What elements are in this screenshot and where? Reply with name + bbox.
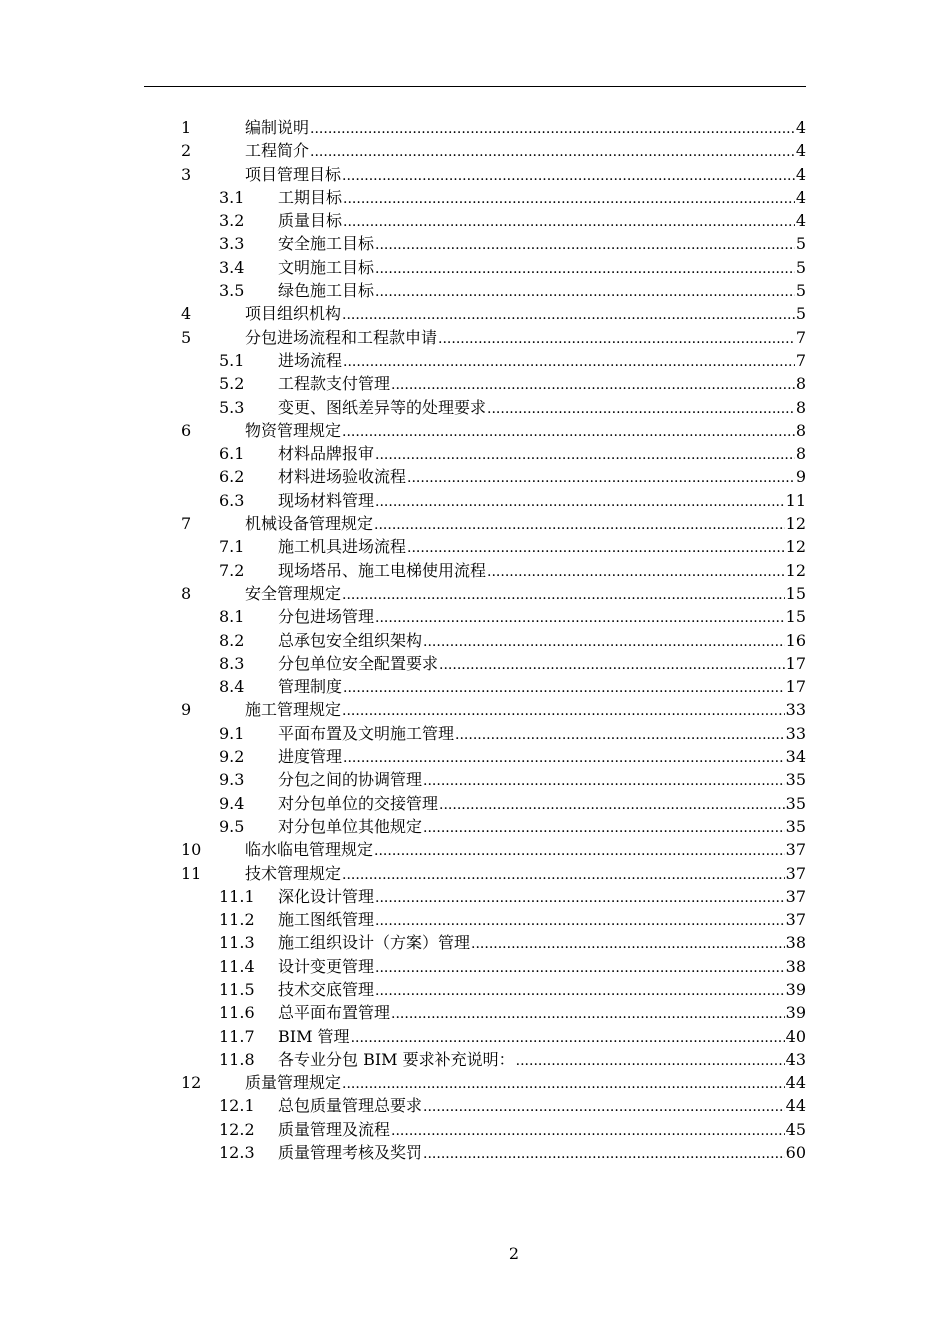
toc-entry[interactable]	[181, 139, 806, 162]
toc-entry-page: 4	[795, 164, 806, 184]
toc-entry[interactable]	[181, 512, 806, 535]
toc-entry-number: 9.1	[219, 723, 245, 743]
toc-entry-page: 39	[785, 979, 806, 999]
toc-entry-title: 项目管理目标	[245, 164, 342, 184]
toc-entry[interactable]	[181, 163, 806, 186]
toc-entry-page: 15	[785, 583, 806, 603]
toc-entry[interactable]	[181, 256, 806, 279]
toc-entry-title: 分包进场管理	[278, 607, 375, 627]
toc-entry-number: 12	[181, 1073, 202, 1093]
toc-entry-page: 4	[795, 187, 806, 207]
toc-entry-number: 11.2	[219, 910, 255, 930]
header-rule	[144, 86, 806, 87]
toc-entry-number: 5	[181, 327, 192, 347]
toc-entry-number: 9.5	[219, 816, 245, 836]
toc-entry-title: 分包之间的协调管理	[278, 770, 423, 790]
toc-entry-title: 对分包单位的交接管理	[278, 793, 439, 813]
toc-dot-leader	[455, 724, 785, 747]
toc-entry-number: 3.1	[219, 187, 245, 207]
toc-dot-leader	[375, 910, 785, 933]
toc-dot-leader	[375, 491, 785, 514]
toc-entry-page: 45	[785, 1119, 806, 1139]
toc-dot-leader	[423, 770, 785, 793]
toc-entry[interactable]	[181, 605, 806, 628]
toc-entry[interactable]	[181, 535, 806, 558]
toc-dot-leader	[438, 328, 795, 351]
toc-dot-leader	[375, 258, 795, 281]
toc-entry-number: 7.2	[219, 560, 245, 580]
toc-dot-leader	[343, 747, 785, 770]
toc-entry[interactable]	[181, 582, 806, 605]
toc-entry[interactable]	[181, 279, 806, 302]
toc-dot-leader	[487, 561, 785, 584]
toc-entry-number: 9	[181, 700, 192, 720]
toc-entry-title: 材料进场验收流程	[278, 467, 407, 487]
toc-entry[interactable]	[181, 489, 806, 512]
toc-entry-title: 技术管理规定	[245, 863, 342, 883]
toc-entry-page: 15	[785, 607, 806, 627]
toc-entry-number: 5.3	[219, 397, 245, 417]
toc-entry-page: 35	[785, 770, 806, 790]
toc-entry-title: 施工图纸管理	[278, 910, 375, 930]
toc-entry-number: 7	[181, 514, 192, 534]
toc-dot-leader	[391, 1003, 785, 1026]
toc-entry-number: 3.2	[219, 211, 245, 231]
toc-entry-number: 3.4	[219, 257, 245, 277]
toc-entry-page: 38	[785, 933, 806, 953]
toc-entry-number: 12.3	[219, 1143, 255, 1163]
toc-entry-page: 8	[795, 397, 806, 417]
toc-entry-title: 施工组织设计（方案）管理	[278, 933, 471, 953]
toc-entry-page: 5	[795, 257, 806, 277]
toc-entry-number: 6.2	[219, 467, 245, 487]
toc-entry-title: 安全管理规定	[245, 583, 342, 603]
toc-entry-title: 变更、图纸差异等的处理要求	[278, 397, 487, 417]
toc-entry-page: 4	[795, 211, 806, 231]
toc-entry-title: 质量管理规定	[245, 1073, 342, 1093]
toc-dot-leader	[423, 631, 785, 654]
toc-entry[interactable]	[181, 559, 806, 582]
toc-entry-page: 35	[785, 793, 806, 813]
toc-dot-leader	[407, 467, 795, 490]
toc-entry[interactable]	[181, 1094, 806, 1117]
toc-entry-title: 工程简介	[245, 141, 310, 161]
toc-entry-number: 10	[181, 840, 202, 860]
toc-dot-leader	[375, 444, 795, 467]
toc-entry-number: 6.1	[219, 444, 245, 464]
toc-dot-leader	[343, 677, 785, 700]
toc-dot-leader	[342, 165, 795, 188]
table-of-contents	[181, 116, 806, 1164]
toc-entry-number: 8.4	[219, 677, 245, 697]
toc-entry-title: 分包进场流程和工程款申请	[245, 327, 438, 347]
toc-entry-title: 材料品牌报审	[278, 444, 375, 464]
toc-entry[interactable]	[181, 1118, 806, 1141]
toc-entry[interactable]	[181, 1048, 806, 1071]
toc-dot-leader	[342, 700, 785, 723]
toc-entry-title: 对分包单位其他规定	[278, 816, 423, 836]
toc-dot-leader	[351, 1027, 785, 1050]
toc-entry-title: 进场流程	[278, 350, 343, 370]
toc-entry-number: 5.1	[219, 350, 245, 370]
toc-entry-number: 11.8	[219, 1049, 255, 1069]
toc-entry-title: 总包质量管理总要求	[278, 1096, 423, 1116]
toc-entry[interactable]	[181, 419, 806, 442]
toc-entry-title: BIM 管理	[278, 1026, 350, 1046]
toc-entry-page: 39	[785, 1003, 806, 1023]
toc-entry[interactable]	[181, 931, 806, 954]
toc-entry-number: 3.3	[219, 234, 245, 254]
toc-entry-number: 8.3	[219, 653, 245, 673]
toc-entry-title: 分包单位安全配置要求	[278, 653, 439, 673]
toc-entry-page: 8	[795, 374, 806, 394]
toc-entry[interactable]	[181, 838, 806, 861]
toc-entry[interactable]	[181, 1001, 806, 1024]
toc-entry-page: 38	[785, 956, 806, 976]
toc-entry-number: 11.5	[219, 979, 255, 999]
toc-entry-page: 33	[785, 723, 806, 743]
toc-dot-leader	[343, 188, 795, 211]
toc-entry-page: 12	[785, 537, 806, 557]
toc-entry-number: 9.3	[219, 770, 245, 790]
page-number: 2	[508, 1244, 520, 1263]
toc-entry-number: 11.7	[219, 1026, 255, 1046]
toc-entry-number: 11	[181, 863, 202, 883]
toc-dot-leader	[375, 281, 795, 304]
toc-entry[interactable]	[181, 1071, 806, 1094]
toc-entry-title: 现场塔吊、施工电梯使用流程	[278, 560, 487, 580]
toc-entry-number: 9.4	[219, 793, 245, 813]
toc-entry-page: 7	[795, 350, 806, 370]
toc-entry[interactable]	[181, 768, 806, 791]
toc-dot-leader	[310, 141, 795, 164]
toc-dot-leader	[310, 118, 795, 141]
toc-entry[interactable]	[181, 978, 806, 1001]
toc-entry-title: 物资管理规定	[245, 420, 342, 440]
toc-entry[interactable]	[181, 955, 806, 978]
toc-entry-page: 12	[785, 514, 806, 534]
toc-entry-number: 5.2	[219, 374, 245, 394]
toc-entry-title: 总承包安全组织架构	[278, 630, 423, 650]
toc-dot-leader	[487, 398, 795, 421]
toc-entry-number: 11.1	[219, 886, 255, 906]
toc-dot-leader	[471, 933, 785, 956]
toc-dot-leader	[375, 607, 785, 630]
toc-entry[interactable]	[181, 698, 806, 721]
toc-entry-page: 12	[785, 560, 806, 580]
toc-dot-leader	[423, 817, 785, 840]
toc-dot-leader	[342, 864, 785, 887]
toc-entry-number: 2	[181, 141, 192, 161]
toc-entry[interactable]	[181, 629, 806, 652]
toc-dot-leader	[407, 537, 785, 560]
toc-entry-number: 11.6	[219, 1003, 255, 1023]
toc-entry-page: 7	[795, 327, 806, 347]
toc-entry-title: 质量目标	[278, 211, 343, 231]
toc-entry-page: 8	[795, 444, 806, 464]
toc-entry[interactable]	[181, 186, 806, 209]
toc-entry-title: 设计变更管理	[278, 956, 375, 976]
toc-entry[interactable]	[181, 396, 806, 419]
toc-dot-leader	[516, 1050, 785, 1073]
toc-dot-leader	[374, 514, 785, 537]
toc-entry-number: 3.5	[219, 281, 245, 301]
toc-dot-leader	[342, 304, 795, 327]
toc-entry-page: 37	[785, 863, 806, 883]
toc-entry[interactable]	[181, 1141, 806, 1164]
toc-dot-leader	[423, 1143, 785, 1166]
toc-entry-number: 8	[181, 583, 192, 603]
toc-entry-number: 11.4	[219, 956, 255, 976]
toc-entry-title: 工程款支付管理	[278, 374, 391, 394]
toc-entry-page: 4	[795, 118, 806, 137]
toc-entry-number: 11.3	[219, 933, 255, 953]
toc-entry-page: 44	[785, 1096, 806, 1116]
toc-entry-title: 质量管理及流程	[278, 1119, 391, 1139]
toc-dot-leader	[439, 794, 785, 817]
toc-dot-leader	[375, 980, 785, 1003]
toc-entry-number: 3	[181, 164, 192, 184]
toc-entry-page: 5	[795, 304, 806, 324]
toc-entry-title: 质量管理考核及奖罚	[278, 1143, 423, 1163]
toc-dot-leader	[391, 1120, 785, 1143]
toc-entry[interactable]	[181, 908, 806, 931]
toc-entry-page: 44	[785, 1073, 806, 1093]
toc-entry-title: 深化设计管理	[278, 886, 375, 906]
toc-dot-leader	[439, 654, 785, 677]
toc-entry-number: 12.2	[219, 1119, 255, 1139]
toc-entry[interactable]	[181, 349, 806, 372]
toc-entry-page: 35	[785, 816, 806, 836]
toc-entry-page: 60	[785, 1143, 806, 1163]
toc-dot-leader	[375, 957, 785, 980]
toc-entry-page: 11	[785, 490, 806, 510]
toc-dot-leader	[375, 234, 795, 257]
toc-entry-page: 17	[785, 677, 806, 697]
toc-dot-leader	[423, 1096, 785, 1119]
toc-entry-number: 6	[181, 420, 192, 440]
toc-entry-page: 4	[795, 141, 806, 161]
toc-entry-title: 文明施工目标	[278, 257, 375, 277]
toc-dot-leader	[342, 421, 795, 444]
toc-entry-page: 43	[785, 1049, 806, 1069]
toc-entry-page: 40	[785, 1026, 806, 1046]
toc-entry-page: 37	[785, 910, 806, 930]
toc-entry-page: 37	[785, 886, 806, 906]
toc-entry-title: 技术交底管理	[278, 979, 375, 999]
toc-entry[interactable]	[181, 885, 806, 908]
toc-entry[interactable]	[181, 815, 806, 838]
toc-entry-title: 进度管理	[278, 747, 343, 767]
toc-entry-page: 5	[795, 234, 806, 254]
toc-entry-number: 6.3	[219, 490, 245, 510]
toc-entry-number: 1	[181, 118, 192, 137]
toc-entry[interactable]	[181, 232, 806, 255]
toc-entry-number: 8.1	[219, 607, 245, 627]
toc-dot-leader	[343, 351, 795, 374]
toc-entry[interactable]	[181, 745, 806, 768]
toc-entry-number: 7.1	[219, 537, 245, 557]
toc-entry-page: 33	[785, 700, 806, 720]
toc-entry[interactable]	[181, 302, 806, 325]
toc-entry[interactable]	[181, 209, 806, 232]
toc-entry[interactable]	[181, 792, 806, 815]
toc-entry-title: 总平面布置管理	[278, 1003, 391, 1023]
toc-entry[interactable]	[181, 862, 806, 885]
toc-entry[interactable]	[181, 465, 806, 488]
toc-entry-page: 5	[795, 281, 806, 301]
toc-entry-title: 机械设备管理规定	[245, 514, 374, 534]
toc-entry-title: 工期目标	[278, 187, 343, 207]
toc-entry[interactable]	[181, 722, 806, 745]
toc-entry-number: 12.1	[219, 1096, 255, 1116]
toc-dot-leader	[342, 584, 785, 607]
toc-entry-page: 8	[795, 420, 806, 440]
toc-entry[interactable]	[181, 652, 806, 675]
toc-dot-leader	[374, 840, 785, 863]
toc-entry-title: 现场材料管理	[278, 490, 375, 510]
toc-entry-page: 34	[785, 747, 806, 767]
toc-entry[interactable]	[181, 675, 806, 698]
toc-entry-title: 各专业分包 BIM 要求补充说明：	[278, 1049, 515, 1069]
toc-dot-leader	[375, 887, 785, 910]
toc-entry-title: 安全施工目标	[278, 234, 375, 254]
toc-entry[interactable]	[181, 116, 806, 139]
toc-entry-title: 平面布置及文明施工管理	[278, 723, 455, 743]
toc-entry-title: 临水临电管理规定	[245, 840, 374, 860]
toc-entry-page: 37	[785, 840, 806, 860]
toc-entry[interactable]	[181, 326, 806, 349]
toc-entry-page: 9	[795, 467, 806, 487]
toc-entry-title: 管理制度	[278, 677, 343, 697]
toc-entry[interactable]	[181, 372, 806, 395]
toc-entry-title: 项目组织机构	[245, 304, 342, 324]
toc-dot-leader	[343, 211, 795, 234]
toc-entry-number: 9.2	[219, 747, 245, 767]
toc-entry-number: 4	[181, 304, 192, 324]
toc-entry[interactable]	[181, 442, 806, 465]
toc-entry-page: 16	[785, 630, 806, 650]
toc-entry-title: 施工管理规定	[245, 700, 342, 720]
toc-entry-title: 绿色施工目标	[278, 281, 375, 301]
toc-entry-title: 施工机具进场流程	[278, 537, 407, 557]
toc-entry-title: 编制说明	[245, 118, 310, 137]
toc-dot-leader	[391, 374, 795, 397]
toc-entry[interactable]	[181, 1025, 806, 1048]
toc-entry-page: 17	[785, 653, 806, 673]
toc-dot-leader	[342, 1073, 785, 1096]
toc-entry-number: 8.2	[219, 630, 245, 650]
